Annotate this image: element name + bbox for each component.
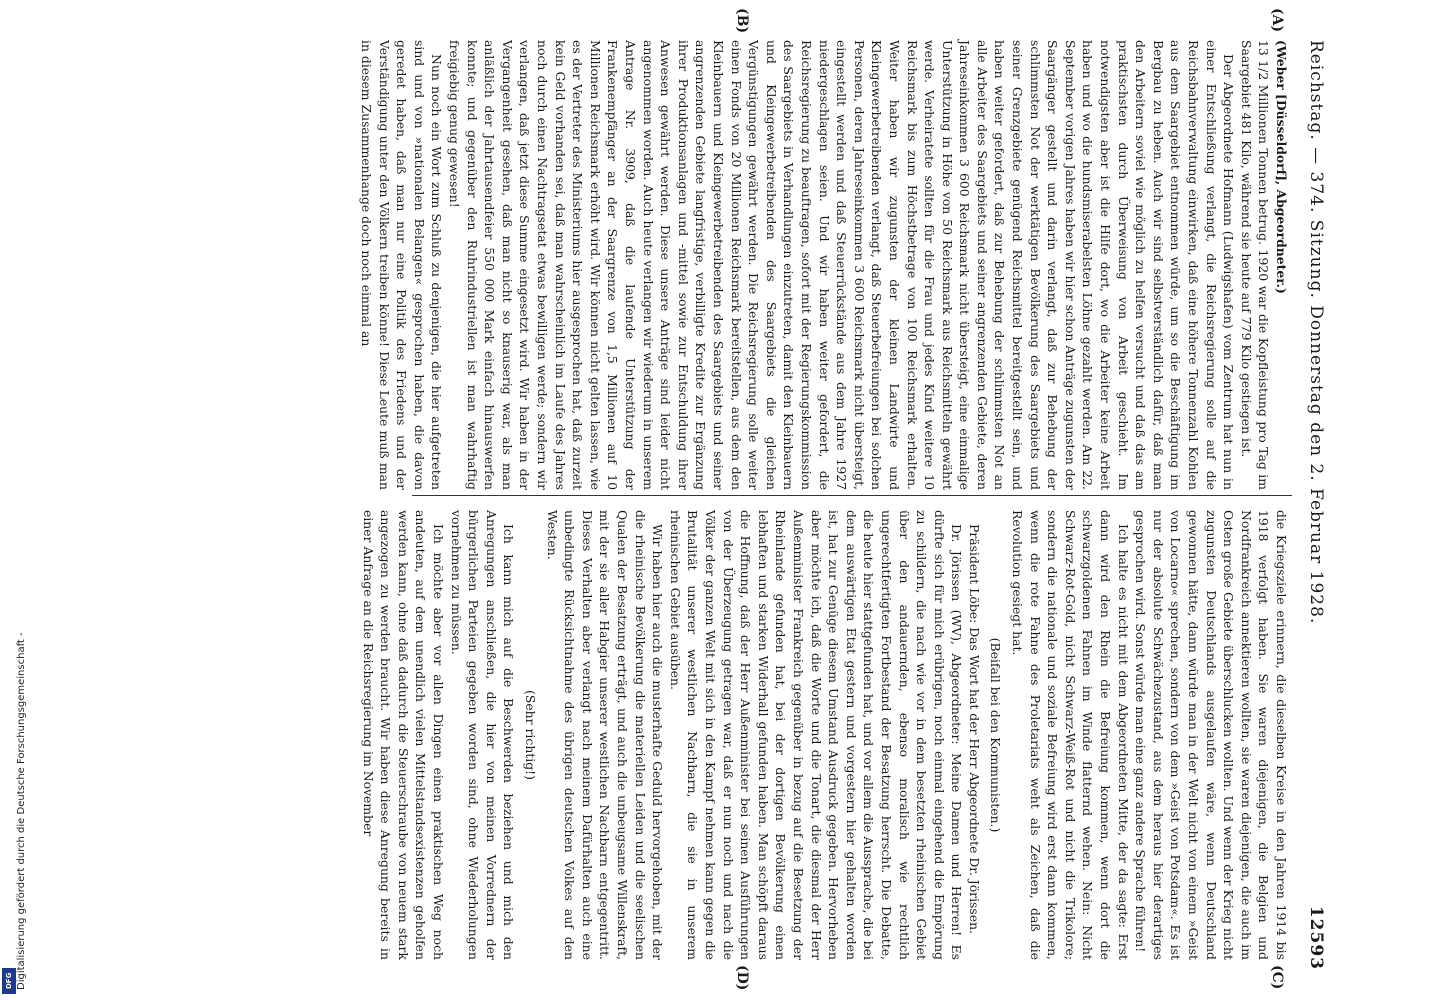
digitization-note-text: Digitalisierung gefördert durch die Deutsche Forschungsgemeinschaft - <box>16 632 27 990</box>
right-column <box>360 510 1290 960</box>
margin-marker-d: (D) <box>734 965 750 991</box>
digitization-note <box>2 600 27 990</box>
margin-marker-c: (C) <box>1269 965 1285 990</box>
rotated-page-content <box>80 0 1340 1000</box>
dfg-logo: DFG <box>2 968 16 994</box>
paragraph: 13 1/2 Millionen Tonnen betrug. 1920 war die Kopfleistung pro Tag im Saargebiet 481 Kilo, während sie heute auf 779 Kilo gestiegen ist. <box>1238 40 1272 490</box>
president-remark: Präsident Löbe: Das Wort hat der Herr Abgeordnete Dr. Jörissen. <box>966 524 982 935</box>
column-divider <box>412 495 1292 496</box>
paragraph: die Kriegsziele erinnern, die dieselben Kreise in den Jahren 1914 bis 1918 verfolgt haben. Sie waren diejenigen, die Belgien und Nordfrankreich annektieren wollten, sie waren diejenigen, die auch im Osten große Gebiete überschlucken wollten. Und wenn der Krieg nicht zugunsten Deutschlands ausgelaufen wäre, wenn Deutschland gewonnen hätte, dann würde man in der Welt nicht von einem »Geist von Locarno« sprechen, sondern von dem »Geist von Potsdam«. Es ist nur der absolute Schwächezustand, aus dem heraus hier derartiges gesprochen wird. Sonst würde man eine ganz andere Sprache führen! <box>1133 510 1289 960</box>
paragraph: Dr. Jörissen (WV), Abgeordneter: Meine Damen und Herren! Es dürfte sich für mich erübrigen, noch einmal eingehend die Empörung zu schildern, die nach wie vor in dem besetzten rheinischen Gebiet über den andauernden, ebenso moralisch wie rechtlich ungerechtfertigten Fortbestand der Besatzung herrscht. Die Debatte, die heute hier stattgefunden hat, und vor allem die Aussprache, die bei dem auswärtigen Etat gestern und vorgestern hier gehalten worden ist, hat zur Genüge diesem Umstand Ausdruck gegeben. Hervorheben aber möchte ich, daß die Worte und die Tonart, die diesmal der Herr Außenminister Frankreich gegenüber in bezug auf die Besetzung der Rheinlande gefunden hat, bei der dortigen Bevölkerung einen lebhaften und starken Widerhall gefunden haben. Man schöpft daraus die Hoffnung, daß der Herr Außenminister bei seinen Ausführungen von der Überzeugung getragen war, daß er nun noch und nach die Völker der ganzen Welt mit sich in den Kampf nehmen kann gegen die Brutalität unserer westlichen Nachbarn, die sie in unserem rheinischen Gebiet ausüben. <box>667 510 965 960</box>
header-title: Reichstag. — 374. Sitzung. Donnerstag den 2. Februar 1928. <box>1306 40 1326 625</box>
margin-marker-a: (A) <box>1269 8 1285 33</box>
paragraph: Wir haben hier auch die musterhafte Geduld hervorgehoben, mit der die rheinische Bevölkerung die materiellen Leiden und die seelischen Qualen der Besatzung erträgt, und auch die unbeugsame Willenskraft, mit der sie aller Habgier unserer westlichen Nachbarn entgegentritt. Dieses Verhalten aber verlangt nach meinem Dafürhalten auch eine unbedingte Rücksichtnahme des übrigen deutschen Volkes auf den Westen. <box>544 510 666 960</box>
margin-marker-b: (B) <box>734 8 750 34</box>
paragraph: Der Abgeordnete Hofmann (Ludwigshafen) vom Zentrum hat nun in einer Entschließung verlangt, die Reichsregierung solle auf die Reichsbahnverwaltung einwirken, daß eine höhere Tonnenzahl Kohlen aus dem Saargebiet entnommen würde, um so die Beschäftigung im Bergbau zu heben. Auch wir sind selbstverständlich dafür, daß man den Arbeitern soviel wie möglich zu helfen versucht und daß das am praktischsten durch Überweisung von Arbeit geschieht. Im notwendigsten aber ist die Hilfe dort, wo die Arbeiter keine Arbeit haben und wo die hundsmiserabelsten Löhne gezahlt werden. Am 22. September vorigen Jahres haben wir hier schon Anträge zugunsten der Saargänger gestellt und darin verlangt, daß zur Behebung der schlimmsten Not der werktätigen Bevölkerung des Saargebiets und seiner Grenzgebiete genügend Reichsmittel bereitgestellt sein, und haben weiter gefordert, daß zur Behebung der schlimmsten Not an alle Arbeiter des Saargebiets und seiner angrenzenden Gebiete, deren Jahreseinkommen 3 600 Reichsmark nicht übersteigt, eine einmalige Unterstützung in Höhe von 50 Reichsmark aus Reichsmitteln gewährt werde. Verheiratete sollten für die Frau und jedes Kind weitere 10 Reichsmark bis zum Höchstbetrage von 100 Reichsmark erhalten. Weiter haben wir zugunsten der kleinen Landwirte und Kleingewerbetreibenden verlangt, daß Steuerbefreiungen bei solchen Personen, deren Jahreseinkommen 3 600 Reichsmark nicht übersteigt, eingestellt werden und daß Steuerrückstände aus dem Jahre 1927 niedergeschlagen seien. Und wir haben weiter gefordert, die Reichsregierung zu beauftragen, sofort mit der Regierungskommission des Saargebiets in Verhandlungen einzutreten, damit den Kleinbauern und Kleingewerbetreibenden des Saargebiets die gleichen Vergünstigungen gewährt werden. Die Reichsregierung solle weiter einen Fonds von 20 Millionen Reichsmark bereitstellen, aus dem den Kleinbauern und Kleingewerbetreibenden des Saargebiets und seiner angrenzenden Gebiete langfristige, verbilligte Kredite zur Ergänzung ihrer Produktionsanlagen und -mittel sowie zur Entschuldung ihrer Anwesen gewährt werden. Diese unsere Anträge sind leider nicht angenommen worden. Auch heute verlangen wir wiederum in unserem Antrage Nr. 3909, daß die laufende Unterstützung der Frankenempfänger an der Saargrenze von 1,5 Millionen auf 10 Millionen Reichsmark erhöht wird. Wir können nicht gelten lassen, wie es der Vertreter des Ministeriums hier ausgesprochen hat, daß zurzeit kein Geld vorhanden sei, daß man wahrscheinlich im Laufe des Jahres noch durch einen Nachtragsetat etwas bewilligen werde; sondern wir verlangen, daß jetzt diese Summe eingesetzt wird. Wir haben in der Vergangenheit gesehen, daß man nicht so knauserig war, als man anläßlich der Jahrtausendfeier 550 000 Mark einfach hinauswerfen konnte; und gegenüber den Ruhrindustriellen ist man wahrhaftig freigiebig genug gewesen! <box>447 40 1237 490</box>
interjection-note: (Sehr richtig!) <box>523 690 539 780</box>
page-number: 12593 <box>1306 905 1326 970</box>
paragraph: Nun noch ein Wort zum Schluß zu denjenigen, die hier aufgetreten sind und von »nationalen Belangen« gesprochen haben, die davon geredet haben, daß man nur eine Politik des Friedens und der Verständigung unter den Völkern treiben könne! Diese Leute muß man in diesem Zusammenhange doch noch einmal an <box>359 40 445 490</box>
paragraph: Ich möchte aber vor allen Dingen einen praktischen Weg noch andeuten, auf dem unendlich vielen Mittelstandsexistenzen geholfen werden kann, ohne daß dadurch die Steuerschraube von neuem stark angezogen zu werden braucht. Wir haben diese Anregung bereits in einer Anfrage an die Reichsregierung im November <box>360 510 447 960</box>
left-column <box>359 40 1290 490</box>
page-header <box>1300 40 1330 970</box>
speaker-header: (Weber [Düsseldorf], Abgeordneter.) <box>1274 40 1289 294</box>
applause-note: (Beifall bei den Kommunisten.) <box>988 637 1004 833</box>
paragraph: Ich kann mich auf die Beschwerden beziehen und mich den Anregungen anschließen, die hier von meinen Vorrednern der bürgerlichen Parteien gegeben worden sind, ohne Wiederholungen vornehmen zu müssen. <box>448 510 517 960</box>
paragraph: Ich halte es nicht mit dem Abgeordneten Mitte, der da sagte: Erst dann wird den Rhein die Befreiung kommen, wenn dort die schwarzgoldenen Fahnen im Winde flatternd wehen. Nein: Nicht Schwarz-Rot-Gold, nicht Schwarz-Weiß-Rot und nicht die Trikolore; sondern die nationale und soziale Befreiung wird erst dann kommen, wenn die rote Fahne des Proletariats weht als Zeichen, daß die Revolution gesiegt hat. <box>1010 510 1131 960</box>
